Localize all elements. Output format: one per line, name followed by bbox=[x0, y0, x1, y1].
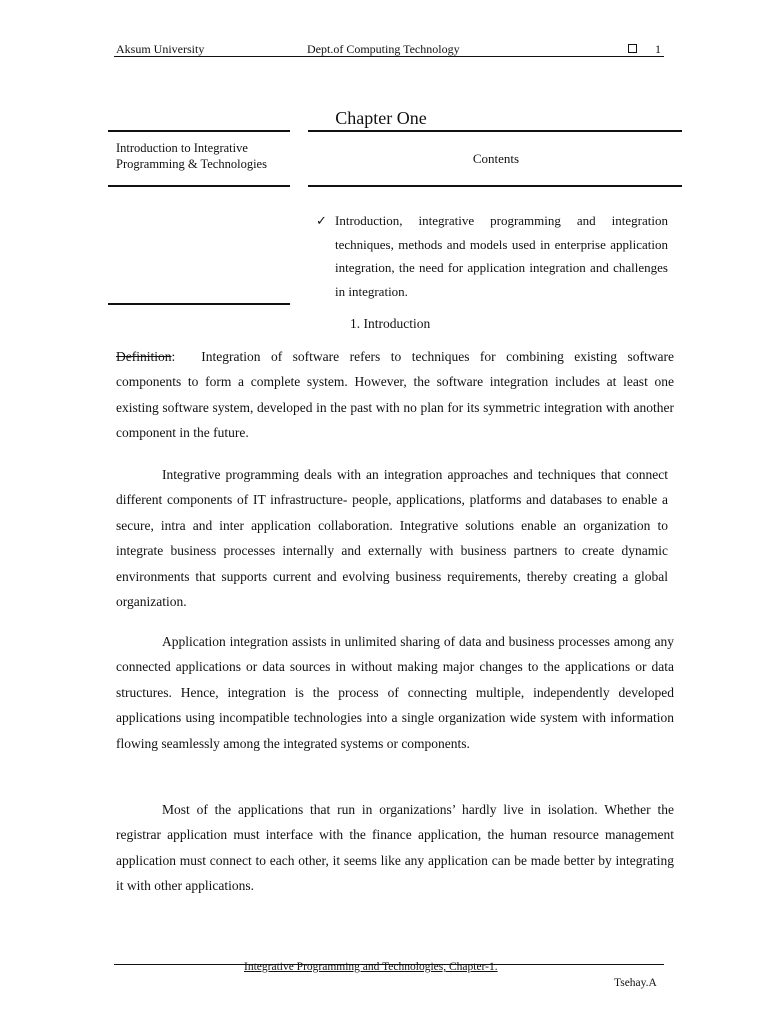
paragraph-3-text: Application integration assists in unlimited sharing of data and business processes among any connected applications or data sources in without making major changes to the applications or data structures. Hence, integration is the process of connecting multiple, independently developed applications using incompatible technologies into a single organization wide system with information flowing seamlessly among the integrated systems or components. bbox=[116, 634, 674, 751]
paragraph-integrative-programming bbox=[116, 462, 668, 614]
footer-title: Integrative Programming and Technologies, Chapter-1. bbox=[244, 961, 498, 973]
table-top-rule-left bbox=[108, 130, 290, 132]
chapter-title: Chapter One bbox=[335, 108, 427, 128]
section-heading: 1. Introduction bbox=[350, 316, 431, 331]
header-department: Dept.of Computing Technology bbox=[307, 42, 460, 56]
side-title: Introduction to Integrative Programming & Technologies bbox=[116, 141, 267, 171]
contents-label: Contents bbox=[472, 151, 520, 166]
table-top-rule-right bbox=[308, 130, 682, 132]
header-rule bbox=[114, 56, 664, 57]
header-page-number: 1 bbox=[655, 42, 661, 56]
paragraph-2-text: Integrative programming deals with an integration approaches and techniques that connect different components of IT infrastructure- people, applications, platforms and databases to enable a secure, intra and inter application collaboration. Integrative solutions enable an organization to integrate business processes internally and externally with business partners to create dynamic environments that supports current and evolving business requirements, thereby creating a global organization. bbox=[116, 467, 668, 610]
definition-colon: : bbox=[171, 349, 176, 364]
contents-item-text: Introduction, integrative programming and integration techniques, methods and models used in enterprise application integration, the need for application integration and challenges in integration. bbox=[335, 213, 668, 299]
table-bottom-rule bbox=[108, 303, 290, 305]
paragraph-application-integration bbox=[116, 629, 674, 756]
side-title-rule bbox=[108, 185, 290, 187]
header-university: Aksum University bbox=[116, 42, 205, 56]
definition-paragraph bbox=[116, 344, 674, 446]
paragraph-isolation bbox=[116, 797, 674, 899]
contents-label-rule bbox=[308, 185, 682, 187]
paragraph-4-text: Most of the applications that run in organizations’ hardly live in isolation. Whether the registrar application must interface with the finance application, the human resource management application must connect to each other, it seems like any application can be made better by integrating it with other applications. bbox=[116, 802, 674, 894]
definition-label: Definition bbox=[116, 349, 172, 364]
checkmark-icon: ✓ bbox=[316, 213, 327, 228]
footer-author: Tsehay.A bbox=[614, 977, 657, 989]
definition-text: Integration of software refers to techniques for combining existing software components to form a complete system. However, the software integration includes at least one existing software system, developed in the past with no plan for its symmetric integration with another component in the future. bbox=[116, 349, 674, 441]
square-bullet-icon bbox=[628, 44, 637, 53]
